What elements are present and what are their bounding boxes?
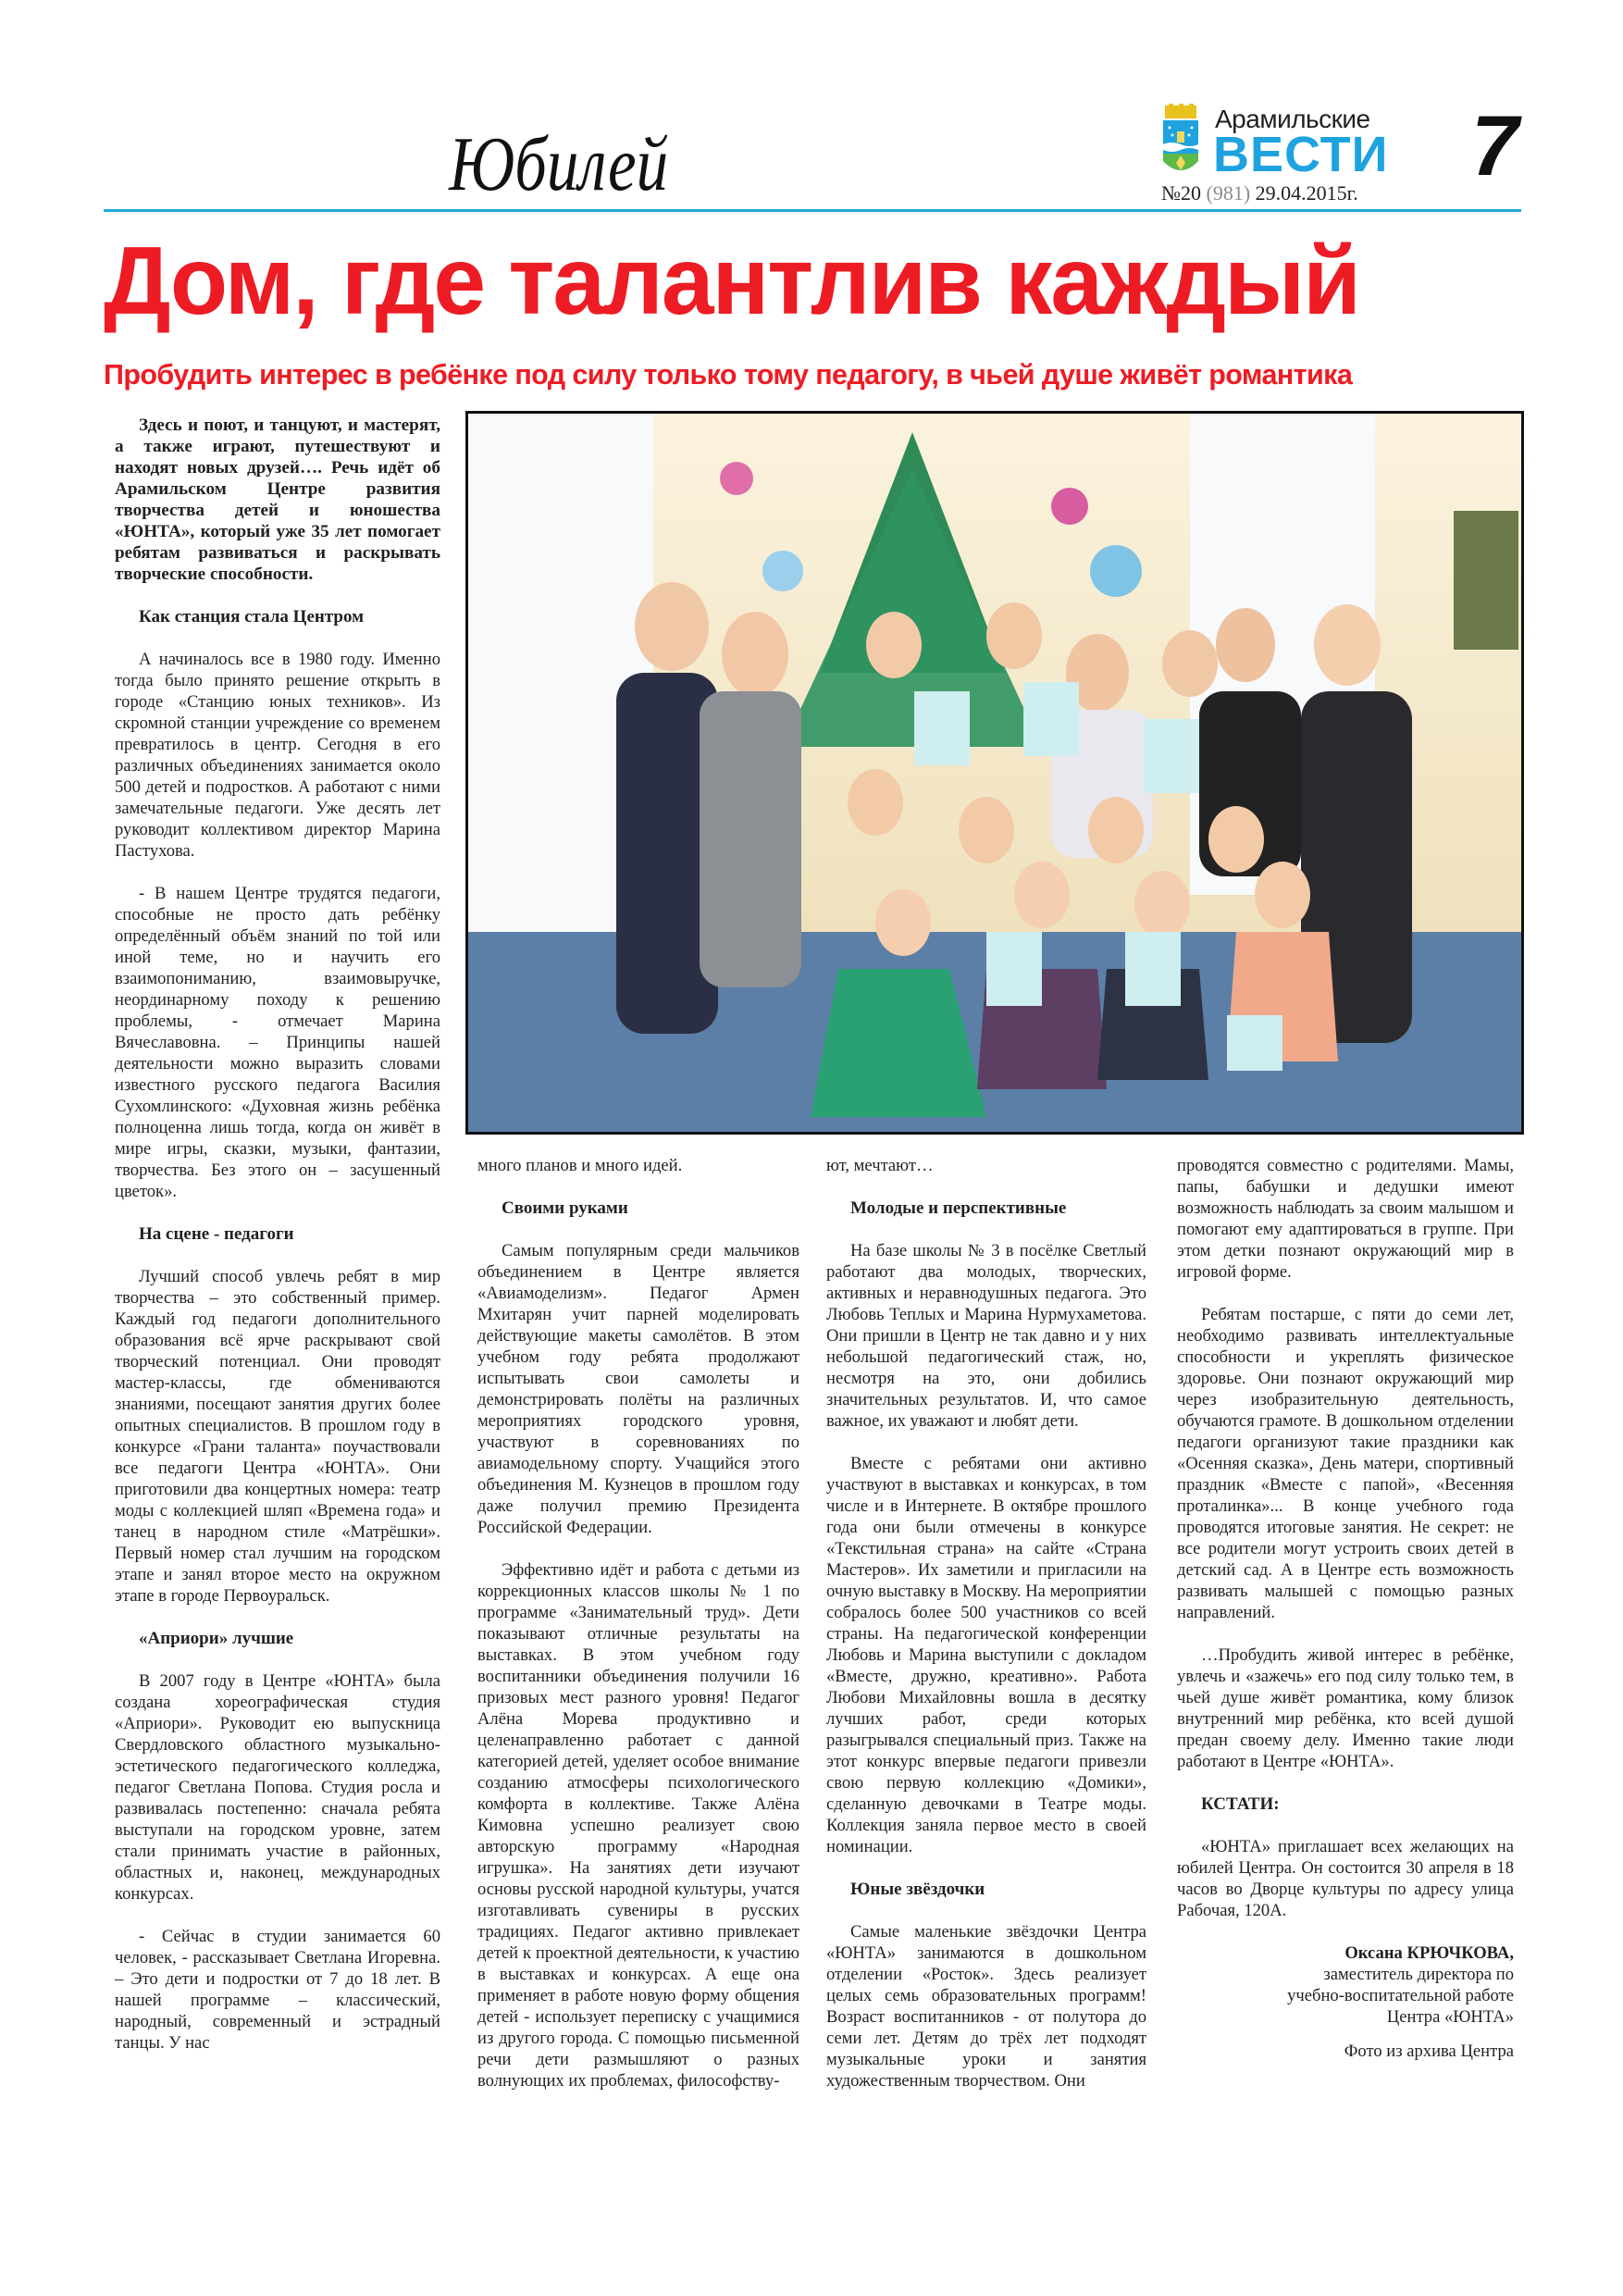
section-heading: Юные звёздочки — [850, 1880, 985, 1899]
article-photo — [465, 411, 1524, 1135]
author-position: заместитель директора по — [1323, 1965, 1514, 1984]
section-heading: Молодые и перспективные — [850, 1198, 1067, 1218]
paragraph: Лучший способ увлечь ребят в мир творчества – это собственный пример. Каждый год педагоги дополнительного образования всё ярче раскрывают свой творческий потенциал. Они проводят мастер-классы, где обмениваются знаниями, посещают занятия других более опытных специалистов. В прошлом году в конкурсе «Грани таланта» поучаствовали все педагоги Центра «ЮНТА». Они приготовили два концертных номера: театр моды с коллекцией шляп «Времена года» и танец в народном стиле «Матрёшки». Первый номер стал лучшим на городском этапе и занял второе место на окружном этапе в городе Первоуральск. — [115, 1267, 440, 1606]
paragraph: А начиналось все в 1980 году. Именно тогда было принято решение открыть в городе «Станцию юных техников». Из скромной станции учреждение со временем превратилось в центр. Сегодня в его различных объединениях занимается около 500 детей и подростков. А работают с ними замечательные педагоги. Уже десять лет руководит коллективом директор Марина Пастухова. — [115, 650, 440, 861]
section-heading: Своими руками — [502, 1198, 628, 1218]
by-the-way-text: «ЮНТА» приглашает всех желающих на юбилей Центра. Он состоится 30 апреля в 18 часов во Дворце культуры по адресу улица Рабочая, 120А. — [1177, 1837, 1514, 1920]
logo-top-text: Арамильские — [1215, 105, 1370, 133]
coat-of-arms-icon — [1161, 104, 1200, 178]
author-block — [1177, 1942, 1514, 2062]
paragraph: Самые маленькие звёздочки Центра «ЮНТА» занимаются в дошкольном отделении «Росток». Здесь реализует целых семь образовательных программ! Возраст воспитанников - от полутора до семи лет. Детям до трёх лет подходят музыкальные уроки и занятия художественным творчеством. Они — [826, 1922, 1146, 2091]
column-4 — [1177, 1155, 1514, 2062]
paragraph: Вместе с ребятами они активно участвуют в выставках и конкурсах, в том числе и в Интернете. В октябре прошлого года они были отмечены в конкурсе «Текстильная страна» на сайте «Страна Мастеров». Их заметили и пригласили на очную выставку в Москву. На мероприятии собралось более 500 участников со всей страны. На педагогической конференции Любовь и Марина выступили с докладом «Вместе, дружно, креативно». Работа Любови Михайловны вошла в десятку лучших работ, среди которых разыгрывался специальный приз. Также на этот конкурс впервые педагоги привезли свою первую коллекцию «Домики», сделанную девочками в Театре моды. Коллекция заняла первое место в своей номинации. — [826, 1454, 1146, 1856]
paragraph: Самым популярным среди мальчиков объединением в Центре является «Авиамоделизм». Педагог Армен Мхитарян учит парней моделировать действующие макеты самолётов. В этом учебном году ребята продолжают испытывать свои самолеты и демонстрировать полёты на различных мероприятиях городского уровня, участвуют в соревнованиях по авиамодельному спорту. Учащийся этого объединения М. Кузнецов в прошлом году даже получил премию Президента Российской Федерации. — [477, 1241, 799, 1537]
paragraph: …Пробудить живой интерес в ребёнке, увлечь и «зажечь» его под силу только тем, в чьей душе живёт романтика, кому близок внутренний мир ребёнка, кто всей душой предан своему делу. Именно такие люди работают в Центре «ЮНТА». — [1177, 1645, 1514, 1771]
paragraph: Эффективно идёт и работа с детьми из коррекционных классов школы № 1 по программе «Занимательный труд». Дети показывают отличные результаты на выставках. В этом учебном году воспитанники объединения получили 16 призовых мест разного уровня! Педагог Алёна Морева продуктивно и целенаправленно работает с данной категорией детей, уделяет особое внимание созданию атмосферы психологического комфорта в коллективе. Также Алёна Кимовна успешно реализует свою авторскую программу «Народная игрушка». На занятиях дети изучают основы русской народной культуры, учатся изготавливать сувениры в русских традициях. Педагог активно привлекает детей к проектной деятельности, к участию в выставках и конкурсах. А еще она применяет в работе новую форму общения детей - использует переписку с учащимися из другого города. С помощью письменной речи дети размышляют о разных волнующих их проблемах, философству- — [477, 1560, 799, 2091]
paragraph-continued: проводятся совместно с родителями. Мамы, папы, бабушки и дедушки имеют возможность наблюдать за своим малышом и помогают ему адаптироваться в группе. При этом детки познают окружающий мир в игровой форме. — [1177, 1156, 1514, 1282]
article-headline: Дом, где талантлив каждый — [104, 228, 1359, 335]
logo-main-text: ВЕСТИ — [1213, 127, 1389, 182]
author-position: учебно-воспитательной работе — [1287, 1986, 1514, 2005]
issue-info — [1161, 181, 1358, 205]
paragraph-continued: ют, мечтают… — [826, 1156, 934, 1175]
paragraph: - Сейчас в студии занимается 60 человек, - рассказывает Светлана Игоревна. – Это дети и подростки от 7 до 18 лет. В нашей программе – классический, народный, современный и эстрадный танцы. У нас — [115, 1927, 440, 2053]
section-rubric: Юбилей — [449, 121, 669, 207]
issue-total: (981) — [1206, 181, 1251, 205]
column-2 — [477, 1155, 799, 2091]
section-heading: Как станция стала Центром — [139, 607, 365, 627]
column-1 — [115, 415, 440, 2054]
article-subheadline: Пробудить интерес в ребёнке под силу только тому педагогу, в чьей душе живёт романтика — [104, 359, 1353, 391]
paragraph: На базе школы № 3 в посёлке Светлый работают два молодых, творческих, активных и неравнодушных педагога. Это Любовь Теплых и Марина Нурмухаметова. Они пришли в Центр не так давно и у них небольшой педагогический стаж, но, несмотря на это, они добились значительных результатов. И, что самое важное, их уважают и любят дети. — [826, 1241, 1146, 1431]
column-3 — [826, 1155, 1146, 2091]
author-name: Оксана КРЮЧКОВА, — [1344, 1943, 1514, 1963]
paragraph: Ребятам постарше, с пяти до семи лет, необходимо развивать интеллектуальные способности и укреплять физическое здоровье. Они познают окружающий мир через изобразительную деятельность, обучаются грамоте. В дошкольном отделении педагоги организуют такие праздники как «Осенняя сказка», День матери, спортивный праздник «Вместе с папой», «Весенняя проталинка»... В конце учебного года проводятся итоговые занятия. Не секрет: не все родители могут устроить своих детей в детский сад. А в Центре есть возможность развивать малышей с помощью разных направлений. — [1177, 1305, 1514, 1622]
section-heading: На сцене - педагоги — [139, 1224, 294, 1244]
page-number: 7 — [1471, 99, 1519, 193]
issue-number: №20 — [1161, 181, 1207, 205]
newspaper-logo — [1161, 104, 1439, 182]
article-lead: Здесь и поют, и танцуют, и мастерят, а также играют, путешествуют и находят новых друзей…. Речь идёт об Арамильском Центре развития творчества детей и юношества «ЮНТА», который уже 35 лет помогает ребятам развиваться и раскрывать творческие способности. — [115, 416, 440, 584]
issue-date: 29.04.2015г. — [1250, 181, 1358, 205]
header-rule — [104, 209, 1521, 212]
author-position: Центра «ЮНТА» — [1386, 2007, 1514, 2027]
paragraph: В 2007 году в Центре «ЮНТА» была создана хореографическая студия «Априори». Руководит ею выпускница Свердловского областного музыкально-эстетического педагогического колледжа, педагог Светлана Попова. Студия росла и развивалась постепенно: сначала ребята выступали на городском уровне, затем стали принимать участие в районных, областных и, наконец, международных конкурсах. — [115, 1671, 440, 1904]
photo-credit: Фото из архива Центра — [1344, 2042, 1514, 2061]
by-the-way-heading: КСТАТИ: — [1201, 1794, 1280, 1814]
section-heading: «Априори» лучшие — [139, 1629, 294, 1648]
paragraph: - В нашем Центре трудятся педагоги, способные не просто дать ребёнку определённый объём знаний по той или иной теме, но и научить его взаимопониманию, взаимовыручке, неординарному походу к решению проблемы, - отмечает Марина Вячеславовна. – Принципы нашей деятельности можно выразить словами известного русского педагога Василия Сухомлинского: «Духовная жизнь ребёнка полноценна лишь тогда, когда он живёт в мире игры, сказки, музыки, фантазии, творчества. Без этого он – засушенный цветок». — [115, 884, 440, 1201]
group-photo-image — [468, 414, 1521, 1132]
paragraph-continued: много планов и много идей. — [477, 1156, 683, 1175]
